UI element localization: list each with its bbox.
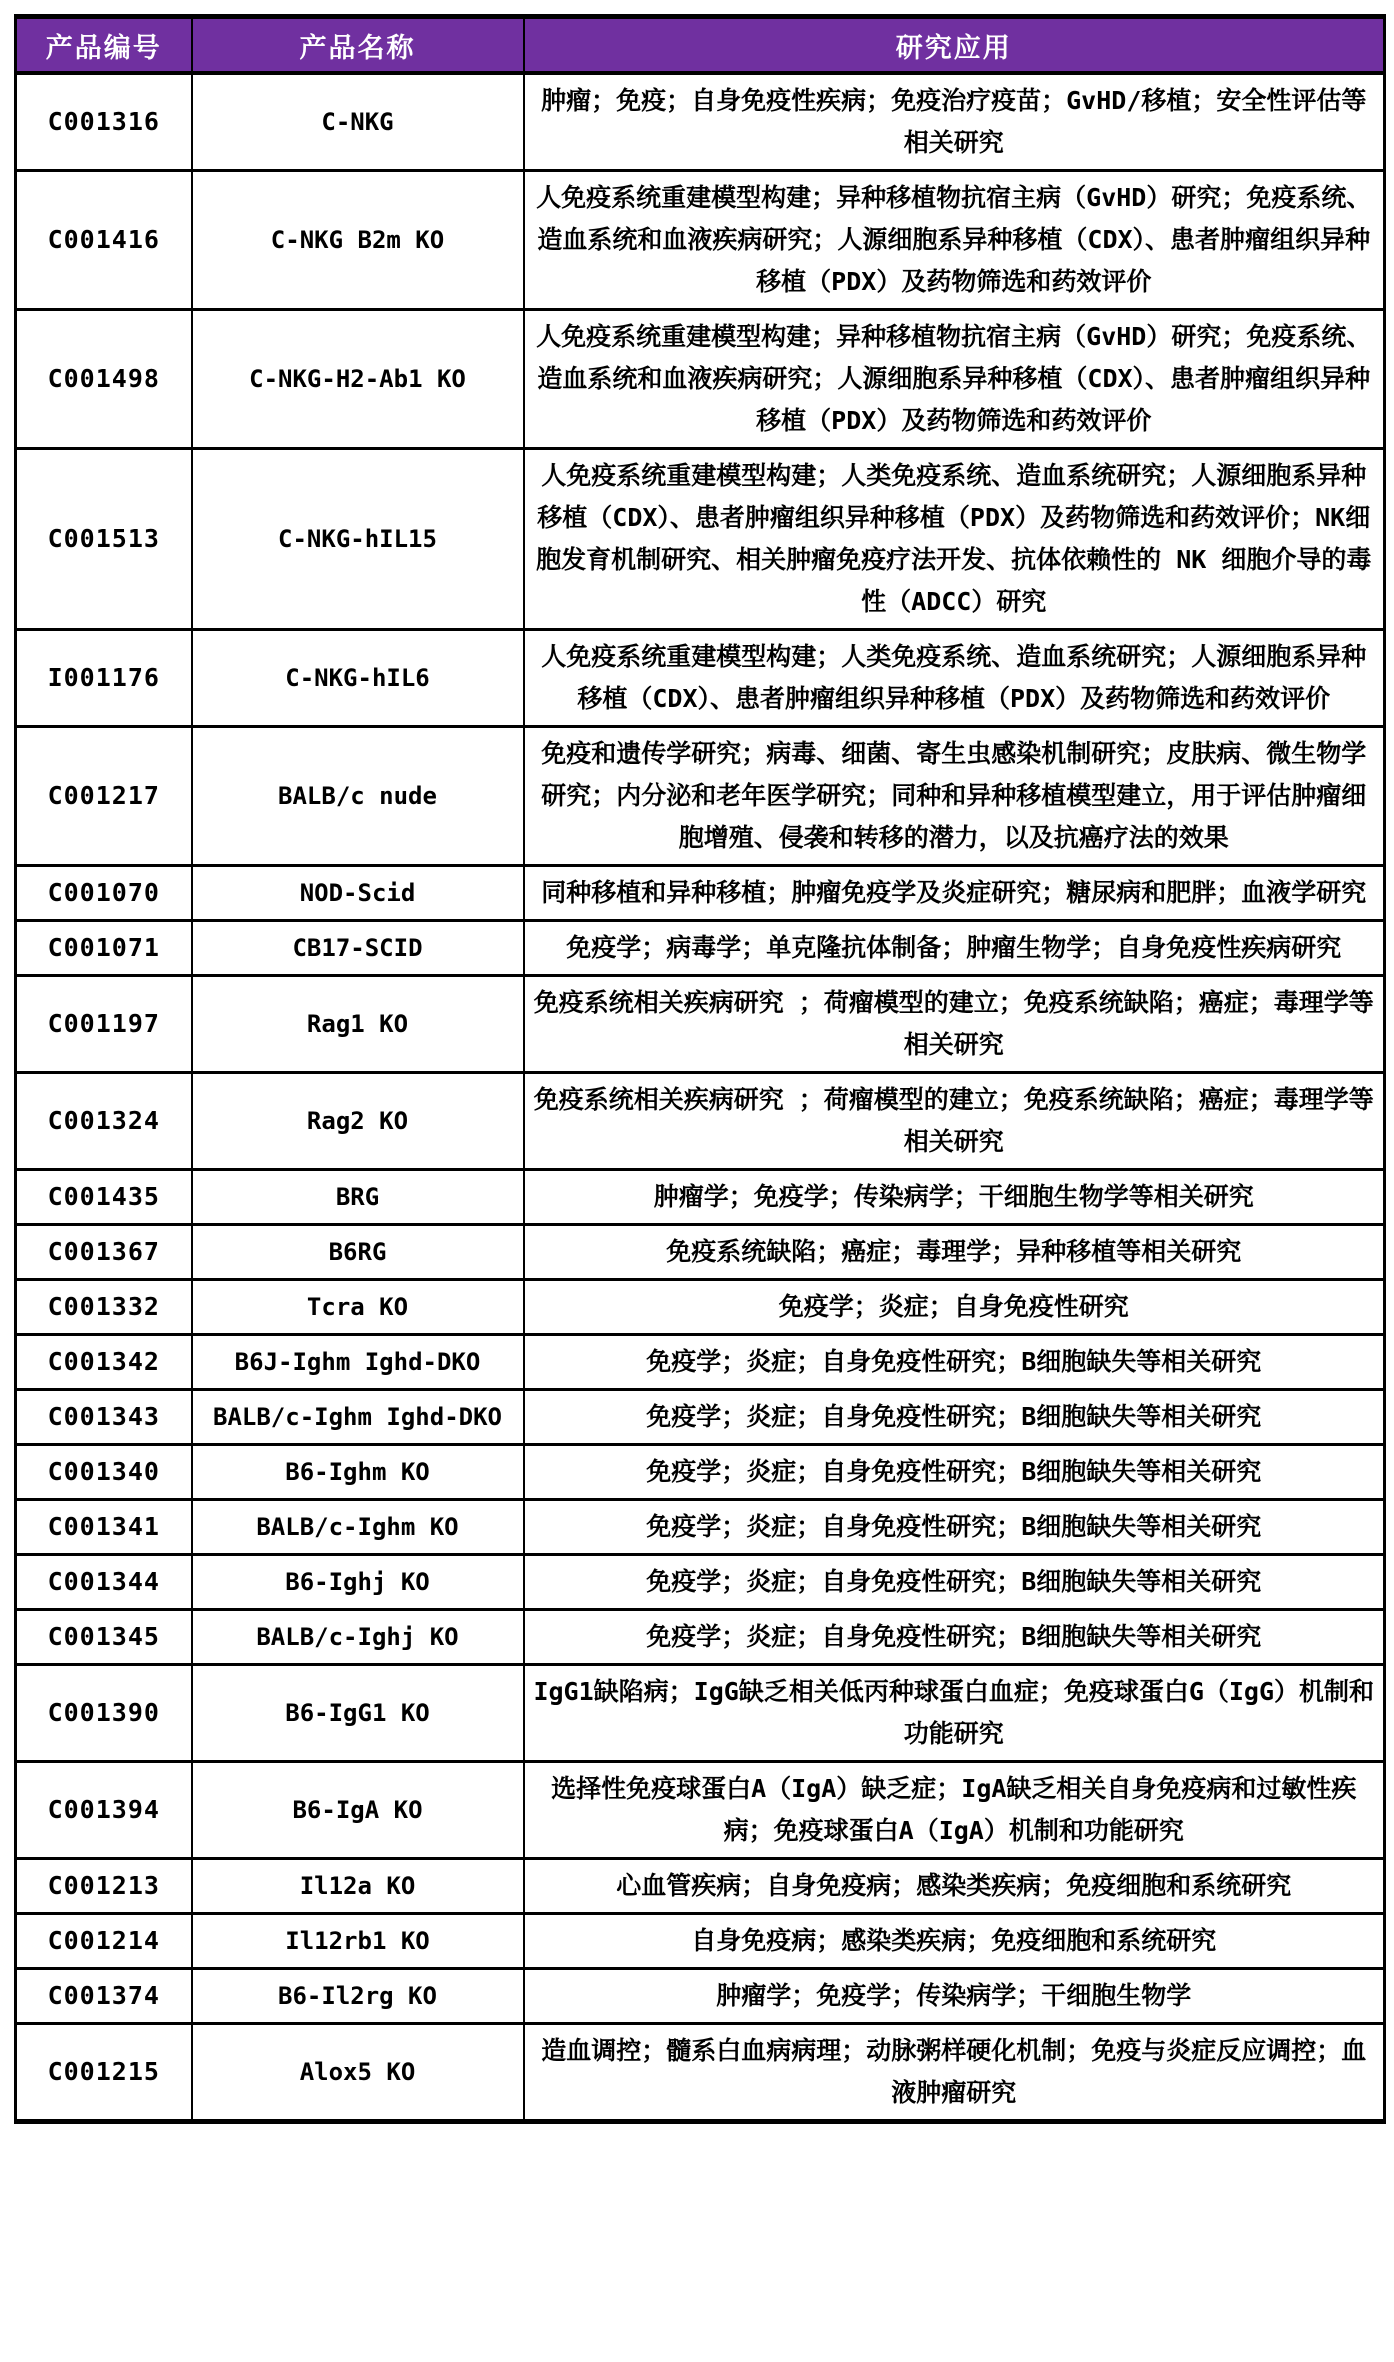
product-name-cell: C-NKG-H2-Ab1 KO (192, 310, 524, 449)
product-id-cell: C001217 (16, 727, 192, 866)
table-row (16, 171, 1385, 310)
table-row (16, 630, 1385, 727)
table-body (16, 73, 1385, 2122)
product-name-cell: B6J-Ighm Ighd-DKO (192, 1335, 524, 1390)
header-row (16, 17, 1385, 74)
product-id-cell: C001215 (16, 2024, 192, 2122)
application-cell: 肿瘤；免疫；自身免疫性疾病；免疫治疗疫苗；GvHD/移植；安全性评估等相关研究 (524, 73, 1385, 171)
product-id-cell: C001374 (16, 1969, 192, 2024)
application-cell: IgG1缺陷病；IgG缺乏相关低丙种球蛋白血症；免疫球蛋白G（IgG）机制和功能研究 (524, 1665, 1385, 1762)
product-name-cell: BALB/c-Ighm KO (192, 1500, 524, 1555)
table-row (16, 1170, 1385, 1225)
table-row (16, 976, 1385, 1073)
table-row (16, 921, 1385, 976)
table-row (16, 1073, 1385, 1170)
application-cell: 免疫学；炎症；自身免疫性研究；B细胞缺失等相关研究 (524, 1445, 1385, 1500)
table-row (16, 310, 1385, 449)
product-name-cell: BALB/c-Ighj KO (192, 1610, 524, 1665)
application-cell: 免疫系统相关疾病研究 ；荷瘤模型的建立；免疫系统缺陷；癌症；毒理学等相关研究 (524, 976, 1385, 1073)
application-cell: 造血调控；髓系白血病病理；动脉粥样硬化机制；免疫与炎症反应调控；血液肿瘤研究 (524, 2024, 1385, 2122)
application-cell: 免疫学；炎症；自身免疫性研究；B细胞缺失等相关研究 (524, 1390, 1385, 1445)
table-row (16, 1610, 1385, 1665)
table-row (16, 1859, 1385, 1914)
product-name-cell: C-NKG B2m KO (192, 171, 524, 310)
table-row (16, 1555, 1385, 1610)
product-name-cell: B6-IgG1 KO (192, 1665, 524, 1762)
product-table (14, 14, 1386, 2124)
table-row (16, 2024, 1385, 2122)
product-name-cell: BRG (192, 1170, 524, 1225)
product-name-cell: C-NKG-hIL6 (192, 630, 524, 727)
application-cell: 人免疫系统重建模型构建；人类免疫系统、造血系统研究；人源细胞系异种移植（CDX）、患者肿瘤组织异种移植（PDX）及药物筛选和药效评价；NK细胞发育机制研究、相关肿瘤免疫疗法开发、抗体依赖性的 NK 细胞介导的毒性（ADCC）研究 (524, 449, 1385, 630)
product-name-cell: B6-Ighm KO (192, 1445, 524, 1500)
product-name-cell: Rag2 KO (192, 1073, 524, 1170)
product-name-cell: C-NKG-hIL15 (192, 449, 524, 630)
column-header-product-name: 产品名称 (192, 17, 524, 74)
application-cell: 免疫系统缺陷；癌症；毒理学；异种移植等相关研究 (524, 1225, 1385, 1280)
product-name-cell: B6-Ighj KO (192, 1555, 524, 1610)
product-id-cell: C001316 (16, 73, 192, 171)
table-row (16, 449, 1385, 630)
product-name-cell: BALB/c-Ighm Ighd-DKO (192, 1390, 524, 1445)
application-cell: 同种移植和异种移植；肿瘤免疫学及炎症研究；糖尿病和肥胖；血液学研究 (524, 866, 1385, 921)
table-row (16, 1335, 1385, 1390)
product-id-cell: C001390 (16, 1665, 192, 1762)
product-id-cell: C001416 (16, 171, 192, 310)
product-id-cell: C001341 (16, 1500, 192, 1555)
application-cell: 免疫学；炎症；自身免疫性研究；B细胞缺失等相关研究 (524, 1335, 1385, 1390)
table-row (16, 727, 1385, 866)
table-row (16, 1390, 1385, 1445)
application-cell: 肿瘤学；免疫学；传染病学；干细胞生物学 (524, 1969, 1385, 2024)
table-row (16, 1665, 1385, 1762)
product-id-cell: C001394 (16, 1762, 192, 1859)
table-row (16, 866, 1385, 921)
table-row (16, 1969, 1385, 2024)
product-name-cell: B6-IgA KO (192, 1762, 524, 1859)
product-name-cell: CB17-SCID (192, 921, 524, 976)
product-id-cell: C001367 (16, 1225, 192, 1280)
product-id-cell: C001070 (16, 866, 192, 921)
application-cell: 免疫学；病毒学；单克隆抗体制备；肿瘤生物学；自身免疫性疾病研究 (524, 921, 1385, 976)
product-id-cell: C001340 (16, 1445, 192, 1500)
application-cell: 人免疫系统重建模型构建；异种移植物抗宿主病（GvHD）研究；免疫系统、造血系统和血液疾病研究；人源细胞系异种移植（CDX）、患者肿瘤组织异种移植（PDX）及药物筛选和药效评价 (524, 171, 1385, 310)
product-id-cell: C001343 (16, 1390, 192, 1445)
product-name-cell: Alox5 KO (192, 2024, 524, 2122)
product-name-cell: Tcra KO (192, 1280, 524, 1335)
product-name-cell: BALB/c nude (192, 727, 524, 866)
product-name-cell: Il12a KO (192, 1859, 524, 1914)
product-id-cell: C001435 (16, 1170, 192, 1225)
product-name-cell: Rag1 KO (192, 976, 524, 1073)
product-id-cell: C001342 (16, 1335, 192, 1390)
product-name-cell: Il12rb1 KO (192, 1914, 524, 1969)
product-id-cell: C001344 (16, 1555, 192, 1610)
table-row (16, 73, 1385, 171)
product-name-cell: B6RG (192, 1225, 524, 1280)
product-id-cell: C001197 (16, 976, 192, 1073)
column-header-research-application: 研究应用 (524, 17, 1385, 74)
application-cell: 自身免疫病；感染类疾病；免疫细胞和系统研究 (524, 1914, 1385, 1969)
application-cell: 人免疫系统重建模型构建；异种移植物抗宿主病（GvHD）研究；免疫系统、造血系统和血液疾病研究；人源细胞系异种移植（CDX）、患者肿瘤组织异种移植（PDX）及药物筛选和药效评价 (524, 310, 1385, 449)
product-id-cell: C001324 (16, 1073, 192, 1170)
application-cell: 肿瘤学；免疫学；传染病学；干细胞生物学等相关研究 (524, 1170, 1385, 1225)
product-id-cell: C001214 (16, 1914, 192, 1969)
product-name-cell: NOD-Scid (192, 866, 524, 921)
table-row (16, 1914, 1385, 1969)
column-header-product-id: 产品编号 (16, 17, 192, 74)
application-cell: 免疫学；炎症；自身免疫性研究；B细胞缺失等相关研究 (524, 1555, 1385, 1610)
product-id-cell: C001345 (16, 1610, 192, 1665)
table-row (16, 1225, 1385, 1280)
table-row (16, 1500, 1385, 1555)
product-id-cell: C001332 (16, 1280, 192, 1335)
application-cell: 免疫系统相关疾病研究 ；荷瘤模型的建立；免疫系统缺陷；癌症；毒理学等相关研究 (524, 1073, 1385, 1170)
product-id-cell: C001513 (16, 449, 192, 630)
table-row (16, 1762, 1385, 1859)
application-cell: 免疫学；炎症；自身免疫性研究；B细胞缺失等相关研究 (524, 1500, 1385, 1555)
application-cell: 免疫学；炎症；自身免疫性研究；B细胞缺失等相关研究 (524, 1610, 1385, 1665)
product-id-cell: C001071 (16, 921, 192, 976)
table-row (16, 1445, 1385, 1500)
table-row (16, 1280, 1385, 1335)
application-cell: 人免疫系统重建模型构建；人类免疫系统、造血系统研究；人源细胞系异种移植（CDX）、患者肿瘤组织异种移植（PDX）及药物筛选和药效评价 (524, 630, 1385, 727)
application-cell: 免疫学；炎症；自身免疫性研究 (524, 1280, 1385, 1335)
product-id-cell: C001213 (16, 1859, 192, 1914)
product-name-cell: C-NKG (192, 73, 524, 171)
product-id-cell: C001498 (16, 310, 192, 449)
product-id-cell: I001176 (16, 630, 192, 727)
product-name-cell: B6-Il2rg KO (192, 1969, 524, 2024)
application-cell: 心血管疾病；自身免疫病；感染类疾病；免疫细胞和系统研究 (524, 1859, 1385, 1914)
application-cell: 免疫和遗传学研究；病毒、细菌、寄生虫感染机制研究；皮肤病、微生物学研究；内分泌和老年医学研究；同种和异种移植模型建立，用于评估肿瘤细胞增殖、侵袭和转移的潜力，以及抗癌疗法的效果 (524, 727, 1385, 866)
application-cell: 选择性免疫球蛋白A（IgA）缺乏症；IgA缺乏相关自身免疫病和过敏性疾病；免疫球蛋白A（IgA）机制和功能研究 (524, 1762, 1385, 1859)
